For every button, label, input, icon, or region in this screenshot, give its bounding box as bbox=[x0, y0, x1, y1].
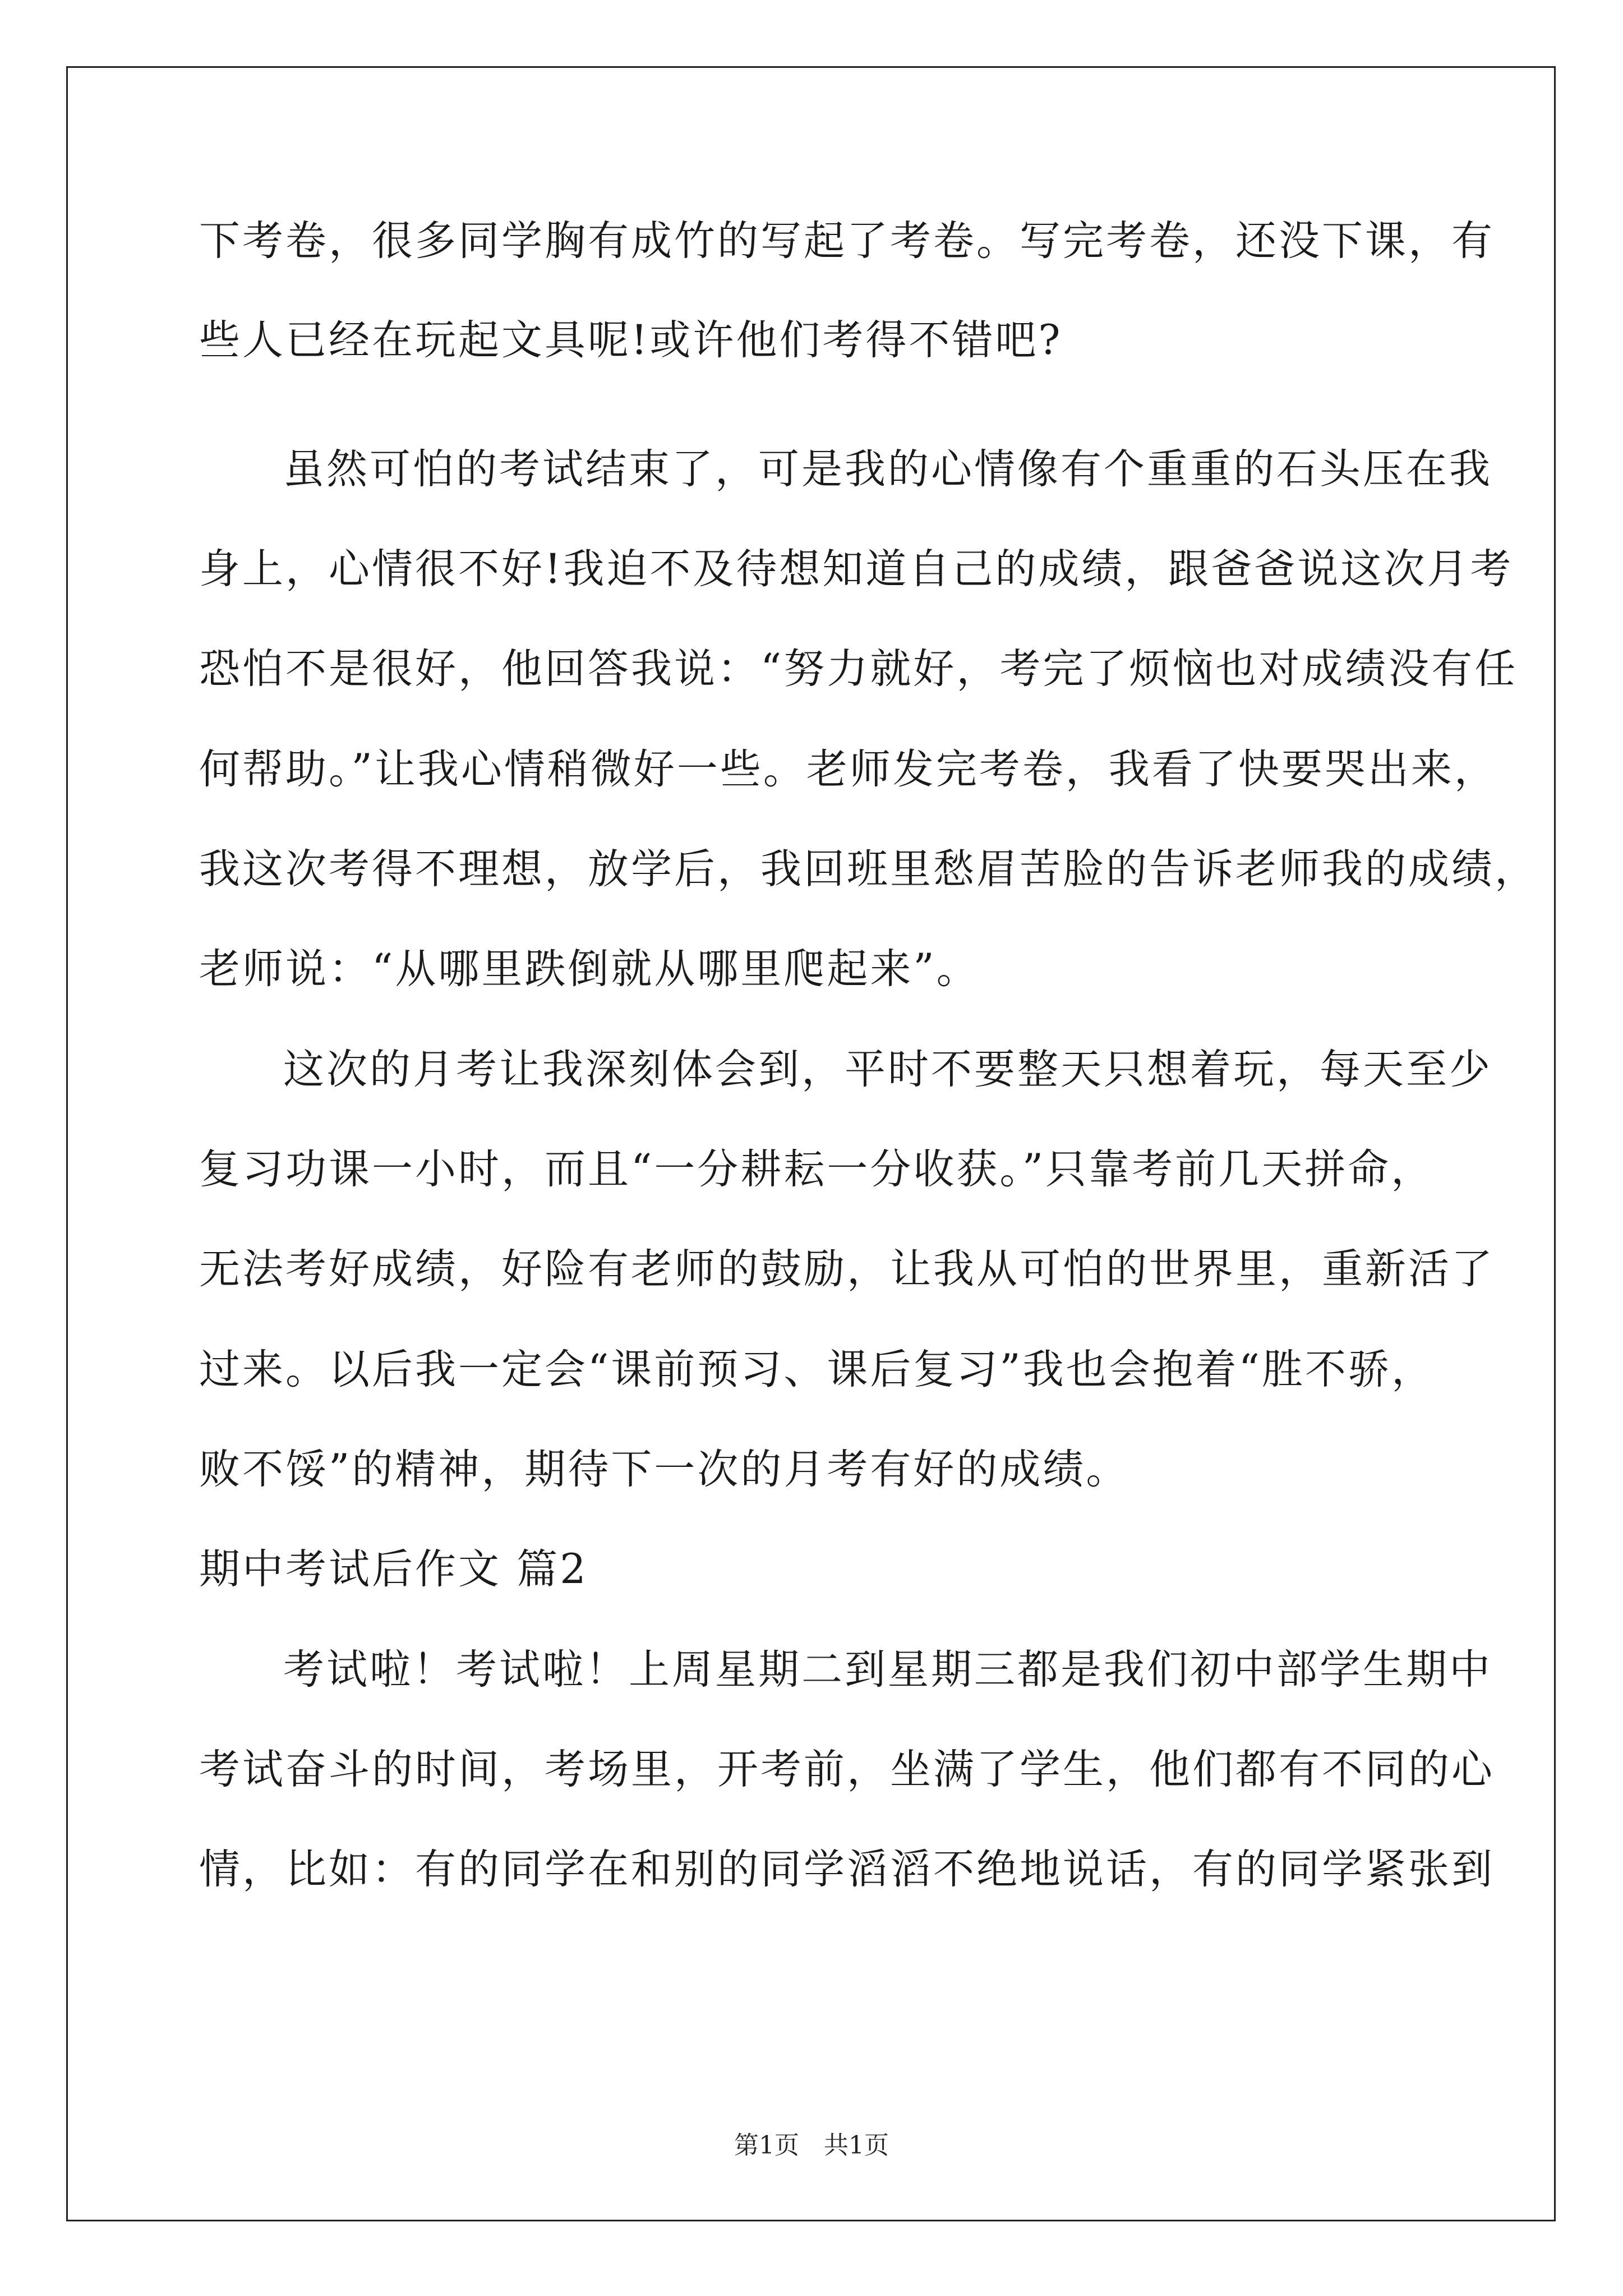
paragraph-first-line: 这次的月考让我深刻体会到，平时不要整天只想着玩，每天至少 bbox=[283, 1046, 1492, 1093]
text-line: 我这次考得不理想，放学后，我回班里愁眉苦脸的告诉老师我的成绩， bbox=[199, 845, 1538, 893]
text-line: 身上，心情很不好!我迫不及待想知道自己的成绩，跟爸爸说这次月考 bbox=[199, 545, 1514, 593]
text-line: 下考卷，很多同学胸有成竹的写起了考卷。写完考卷，还没下课，有 bbox=[199, 217, 1495, 265]
paragraph-first-line: 虽然可怕的考试结束了，可是我的心情像有个重重的石头压在我 bbox=[283, 445, 1492, 493]
section-heading: 期中考试后作文 篇2 bbox=[199, 1545, 588, 1593]
page-footer: 第1页 共1页 bbox=[734, 2131, 889, 2160]
text-line: 些人已经在玩起文具呢!或许他们考得不错吧? bbox=[199, 316, 1063, 364]
text-line: 情，比如：有的同学在和别的同学滔滔不绝地说话，有的同学紧张到 bbox=[199, 1846, 1495, 1893]
text-line: 复习功课一小时，而且“一分耕耘一分收获。”只靠考前几天拼命， bbox=[199, 1145, 1435, 1193]
text-line: 何帮助。”让我心情稍微好一些。老师发完考卷，我看了快要哭出来， bbox=[199, 746, 1497, 793]
text-line: 老师说：“从哪里跌倒就从哪里爬起来”。 bbox=[199, 945, 980, 993]
text-line: 恐怕不是很好，他回答我说：“努力就好，考完了烦恼也对成绩没有任 bbox=[199, 645, 1518, 693]
text-line: 败不馁”的精神，期待下一次的月考有好的成绩。 bbox=[199, 1446, 1129, 1493]
text-line: 过来。以后我一定会“课前预习、课后复习”我也会抱着“胜不骄， bbox=[199, 1346, 1435, 1393]
paragraph-first-line: 考试啦！考试啦！上周星期二到星期三都是我们初中部学生期中 bbox=[283, 1646, 1492, 1694]
text-line: 无法考好成绩，好险有老师的鼓励，让我从可怕的世界里，重新活了 bbox=[199, 1245, 1495, 1293]
text-line: 考试奋斗的时间，考场里，开考前，坐满了学生，他们都有不同的心 bbox=[199, 1746, 1495, 1793]
